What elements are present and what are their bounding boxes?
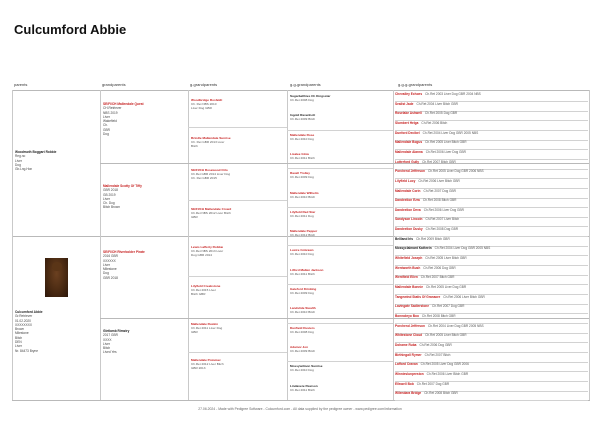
gg-grandparent-cell [290,191,392,199]
ggg-grandparent-name[interactable]: Birthingall Rymer [395,352,422,357]
header-divider [12,90,590,91]
gg-grandparent-line: Ch.Ret 2008 Dog [290,329,314,334]
ggg-grandparent-row [395,324,588,334]
ggg-grandparent-detail: Ch.Ret 2008 Bitch GBR [424,391,458,396]
ggg-grandparent-name[interactable]: Wentfield Ellen [395,275,418,280]
gg-grandparent-cell [290,133,392,141]
gg-grandparent-cell [290,210,392,218]
grandparent-line: Ch. Dog [103,201,115,206]
cell-divider [188,352,287,353]
ggg-grandparent-detail: Ch.Ret 2006 Liver Dog GBR [425,149,466,154]
gg-grandparent-name[interactable]: Lilford Mallen Jackson [290,267,324,272]
gg-grandparent-line: Ch.Ret 2008 Dog [290,98,314,102]
ggg-grandparent-detail: Ch.Ret 2003 Liver Dog GBR 2004 NBS [425,92,481,96]
cell-divider [287,361,393,362]
ggg-grandparent-row [395,131,588,141]
subject-line: XXXXXXXX [15,322,33,327]
ggg-grandparent-detail: Ch.Ret 2005 Dog GBR [424,111,458,116]
gg-grandparent-name[interactable]: Lisalee Glow [290,151,309,156]
g-grandparent-name[interactable]: Mallendale Ruskin [191,322,218,326]
cell-divider [188,276,287,277]
subject-line: Bitch [15,335,23,340]
grandparent-line: CH.Retriever [103,106,122,111]
grandparent-line: GBR 2018 [103,275,118,280]
ggg-grandparent-row [395,217,588,227]
gg-grandparent-cell [290,248,392,256]
ggg-grandparent-detail: Ch.Ret 2007 Bitch GBR [420,275,455,280]
ggg-grandparent-detail: Ch.Ret 2005 Liver Dog GBR [425,285,467,289]
ggg-grandparent-row [395,92,588,102]
gg-grandparent-name[interactable]: Lilyfield Red Star [290,209,316,214]
header-g-grandparents: g-grandparents [190,82,218,87]
ggg-grandparent-name[interactable]: Lutterford Gully [395,159,420,164]
grandparent-line: XXXXXX [103,258,116,263]
ggg-grandparent-name[interactable]: Mallendale Bogus [395,140,423,145]
gg-grandparent-cell [290,326,392,334]
ggg-grandparent-row [395,150,588,160]
g-grandparent-name[interactable]: Lewis Lafferty Robbie [191,245,224,249]
subject-line: Milestone [15,331,29,336]
gg-grandparent-name[interactable]: Sugarbellhies Ch Kingsstar [290,94,331,98]
dog-photo-head [52,262,62,271]
gg-grandparent-line: Ch.Ret 2010 Dog [290,136,314,141]
ggg-grandparent-row [395,237,588,247]
g-grandparent-line: Dog GBR 2014 [191,253,212,257]
header-grandparents: grandparents [102,82,126,87]
g-grandparent-name[interactable]: SE/FI/CH Rosewood Orlo [191,168,228,172]
ggg-grandparent-name[interactable]: Wentworth Bush [395,265,421,270]
grandparent-name[interactable]: Mallendale Scotty Of Tiffy [103,184,142,188]
ggg-grandparent-detail: Ch.Ret 2006 Bitch [421,120,448,125]
ggg-grandparent-row [395,285,588,295]
gg-grandparent-line: Ch.Ret 2009 Bitch [290,117,316,122]
grandparent-line: Liver [103,341,110,346]
ggg-grandparent-detail: Ch.Ret 2005 Liver Bitch GBR [425,256,467,261]
ggg-grandparent-row [395,121,588,131]
g-grandparent-name[interactable]: SE/FI/CH Mallendale Crowd [191,207,232,211]
sire-name[interactable]: Woodmoth Boggart Robbie [15,150,57,154]
grandparent-line: GB 2019 [103,192,116,197]
header-ggg-grandparents: g-g-g-grandparents [398,82,433,87]
ggg-grandparent-name[interactable]: Slumbert Helga [395,120,419,125]
ggg-grandparent-name[interactable]: Whitefield Joseph [395,256,423,261]
cell-divider [287,168,393,169]
grandparent-line: Liver [103,196,110,201]
g-grandparent-cell [191,322,286,334]
gg-grandparent-line: Ch.Ret 2009 Dog [290,175,314,180]
ggg-grandparent-name[interactable]: Sandyson Lincoln [395,217,423,222]
gg-grandparent-line: Ch.Ret 2009 Bitch [290,348,316,353]
ggg-grandparent-detail: Ch.Ret 2008 Bitch GBR [422,198,457,203]
gg-grandparent-name[interactable]: Mossywilmon Sunrise [290,364,323,369]
cell-divider [287,207,393,208]
cell-divider [287,245,393,246]
grandparent-name[interactable]: SE/FI/CH Mallendale Quest [103,102,144,106]
ggg-grandparent-detail: Ch.Ret 2005 Liver Bitch GBR [425,333,467,338]
ggg-grandparent-row [395,160,588,170]
gg-grandparent-name[interactable]: Landslide Stealth [290,306,316,311]
subject-line: 01.02.2020 [15,318,31,323]
g-grandparent-line: Bitch GBR [191,292,206,296]
ggg-grandparent-row [395,372,588,382]
gg-grandparent-cell [290,287,392,295]
subject-line: Brown [15,327,25,332]
sire-line: Dog [15,162,21,167]
g-grandparent-cell [191,98,286,110]
grandparent-line: Milestone [103,267,117,272]
ggg-grandparent-row [395,198,588,208]
subject-name[interactable]: Culcumford Abbie [15,310,43,314]
ggg-grandparent-detail: Ch.Ret 2006 Dog GBR [419,342,452,347]
ggg-grandparent-row [395,382,588,392]
ggg-grandparent-row [395,266,588,276]
ggg-grandparent-detail: Ch.Ret 2006 Liver Bitch GBR [443,294,485,299]
sire-line: Liver [15,158,22,163]
cell-divider [287,130,393,131]
ggg-grandparent-name[interactable]: Ellswell Bob [395,381,414,386]
ggg-grandparent-name[interactable]: Bellland Iris [395,236,414,241]
ggg-grandparent-name[interactable]: Mallendale Alanna [395,149,423,154]
grandparent-block [103,250,187,280]
g-grandparent-name[interactable]: Woodbridge Rosfeldt [191,98,223,102]
gg-grandparent-name[interactable]: Ravell Trolley [290,171,310,176]
grandparent-line: Bitch Brown [103,205,121,210]
ggg-grandparent-row [395,169,588,179]
ggg-grandparent-row [395,256,588,266]
grandparent-line: Ch. [103,123,108,128]
gg-grandparent-cell [290,268,392,276]
ggg-grandparent-detail: Ch.Ret 2008 Bitch GBR [421,313,456,318]
gg-grandparent-cell [290,113,392,121]
gg-grandparent-cell [290,364,392,372]
g-grandparent-line: Ch.Ret GBR 2014 Liver Dog [191,172,231,176]
g-grandparent-line: Ch.Ret 2011 Liver Dog [191,326,223,330]
table-right-border [589,90,590,400]
ggg-grandparent-row [395,362,588,372]
ggg-grandparent-row [395,353,588,363]
ggg-grandparent-name[interactable]: Dohame Ruba [395,342,417,347]
g-grandparent-line: GBR [191,215,198,219]
ggg-grandparent-detail: Ch.Ret 2005 Liver Dog GBR 2006 [420,362,469,367]
gg-grandparent-line: Ch.Ret 2011 Bitch [290,155,315,160]
sire-line: Reg.no [15,154,26,159]
ggg-grandparent-detail: Ch.Ret 2009 Bitch GBR [416,236,450,241]
header-parents: parents [14,82,28,87]
g-grandparent-line: Ch.Ret NBS 2013 Liver [191,249,224,253]
subject-line: Gr.Retriever [15,314,33,319]
ggg-grandparent-name[interactable]: Lavingate Sadlerstone [395,304,430,309]
dog-photo [45,258,68,297]
g-grandparent-name[interactable]: Brindle Mallendale Sunrise [191,136,231,140]
gg-grandparent-line: Ch.Ret 2010 Bitch [290,194,316,199]
gg-grandparent-line: Ch.Ret 2009 Dog [290,291,314,295]
ggg-grandparent-row [395,111,588,121]
ggg-grandparent-row [395,295,588,305]
gg-grandparent-line: Ch.Ret 2010 Bitch [290,310,316,315]
ggg-grandparent-name[interactable]: Porchend Jefferson [395,323,425,328]
ggg-grandparent-name[interactable]: Whitestone Cloud [395,333,423,338]
gg-grandparent-name[interactable]: Mallendale Rose [290,132,315,137]
g-grandparent-line: Ch. Ret GBR 2013 Liver [191,140,225,144]
gg-grandparent-cell [290,306,392,314]
ggg-grandparent-name[interactable]: Mossyclaimant Kathrein [395,246,432,251]
gg-grandparent-line: Ch.Ret 2010 Dog [290,252,314,257]
grandparent-line: Wakefield [103,119,117,124]
gg-grandparent-name[interactable]: Ingold Ravenholt [290,113,316,118]
ggg-grandparent-name[interactable]: Dandeelion Deva [395,207,421,212]
gg-grandparent-line: Ch.Ret 2011 Bitch [290,271,315,276]
ggg-grandparent-detail: Ch.Ret 2007 Bitch GBR [422,159,456,164]
ggg-grandparent-row [395,208,588,218]
ggg-grandparent-row [395,227,588,237]
ggg-grandparent-detail: Ch.Ret 2004 Liver Dog GBR 2005 NBS [434,246,491,251]
g-grandparent-line: Liver Dog GBR [191,106,212,110]
gg-grandparent-cell [290,229,392,237]
cell-divider [188,200,287,201]
g-grandparent-cell [191,207,286,219]
sire-block [15,150,99,171]
column-divider [188,90,189,400]
ggg-grandparent-row [395,333,588,343]
ggg-grandparent-detail: Ch.Ret 2007 Dog GBR [423,188,456,193]
ggg-grandparent-detail: Ch.Ret 2004 Liver Bitch GBR [416,101,458,106]
grandparent-block [103,102,187,136]
g-grandparent-line: Bitch [191,144,198,148]
ggg-grandparent-name[interactable]: Bonnabryo Boo [395,313,419,318]
ggg-grandparent-row [395,246,588,256]
gg-grandparent-name[interactable]: Mallendale Wilhelm [290,190,319,195]
ggg-grandparent-name[interactable]: Sealist Jade [395,101,414,106]
g-grandparent-line: Ch. Ret GBR 2015 [191,176,217,180]
header-gg-grandparents: g-g-grandparents [290,82,321,87]
g-grandparent-name[interactable]: Lilyfield Creekstone [191,284,221,288]
gg-grandparent-line: Ch.Ret 2010 Dog [290,368,314,373]
grandparent-line: Dog [103,132,109,137]
gg-grandparent-name[interactable]: Mallendale Pepper [290,229,318,234]
gg-grandparent-cell [290,171,392,179]
gg-grandparent-name[interactable]: Lindavere Pearson [290,383,318,388]
g-grandparent-cell [191,245,286,257]
ggg-grandparent-detail: Ch.Ret 2007 Liver Bitch [425,217,460,222]
grandparent-line: Lived Yes [103,350,117,355]
grandparent-line: Dog [103,271,109,276]
ggg-grandparent-name[interactable]: Lilyfield Lucy [395,178,416,183]
ggg-grandparent-name[interactable]: Dunford Decibel [395,130,420,135]
ggg-grandparent-detail: Ch.Ret 2007 Bitch [424,352,451,357]
subject-line: Nr. 84473 Bryne [15,348,39,353]
g-grandparent-cell [191,358,286,370]
ggg-grandparent-name[interactable]: Mallendale Corin [395,188,421,193]
sire-line: Gb.Lng.Hon [15,167,33,172]
ggg-grandparent-row [395,102,588,112]
column-divider [100,90,101,400]
gg-grandparent-cell [290,152,392,160]
ggg-grandparent-detail: Ch.Ret 2005 Liver Dog GBR 2006 NBS [427,169,484,174]
grandparent-line: 2017 GBR [103,333,118,338]
ggg-grandparent-detail: Ch.Ret 2004 Liver Dog GBR 2005 NBS [427,323,484,328]
grandparent-line: Bitch [103,346,111,351]
grandparent-name[interactable]: SE/FI/CH Riverbolder Pirate [103,250,145,254]
gg-grandparent-cell [290,94,392,102]
ggg-grandparent-name[interactable]: Winnieslunpreston [395,371,424,376]
g-grandparent-line: GBR 2013 [191,366,206,370]
ggg-grandparent-detail: Ch.Ret 2007 Dog GBR [432,304,465,309]
grandparent-name[interactable]: Gletlamb Rimstry [103,329,130,333]
gg-grandparent-name[interactable]: Dunfield Dusters [290,325,315,330]
page-footer: 27.06.2024 - Made with Pedigree Software - Culcumford.com - All data supplied by the pedigree owner - www.pedigree.com/information [198,407,402,411]
ggg-grandparent-name[interactable]: Roselake Ashwell [395,111,422,116]
ggg-grandparent-name[interactable]: Tangewind Statis Of Granacre [395,294,441,299]
grandparent-block [103,184,187,210]
ggg-grandparent-row [395,189,588,199]
gg-grandparent-cell [290,384,392,392]
gg-grandparent-cell [290,345,392,353]
ggg-grandparent-detail: Ch.Ret 2008 Dog GBR [425,227,459,232]
ggg-grandparent-name[interactable]: Dandeelion Ezra [395,198,420,203]
ggg-grandparent-name[interactable]: Porchend Jefferson [395,169,425,174]
grandparent-line: NBS 2019 [103,110,118,115]
gg-grandparent-line: Ch.Ret 2011 Dog [290,213,314,218]
subject-line: DEN [15,340,22,345]
ggg-grandparent-detail: Ch.Ret 2005 Liver Bitch GBR [425,140,467,145]
grandparent-line: Liver [103,114,110,119]
cell-divider [287,284,393,285]
ggg-grandparent-row [395,391,588,401]
subject-block [15,310,99,353]
cell-divider [188,127,287,128]
g-grandparent-line: GBR [191,330,198,334]
grandparent-line: Liver [103,262,110,267]
gg-grandparent-name[interactable]: Lustre Cobrawn [290,248,314,253]
g-grandparent-line: Ch.Ret 2015 Liver [191,288,216,292]
g-grandparent-name[interactable]: Mallendale Potomac [191,358,221,362]
page-title: Culcumford Abbie [14,22,127,37]
grandparent-line: GBR [103,127,110,132]
gg-grandparent-name[interactable]: Adamor Jon [290,344,309,349]
gg-grandparent-line: Ch.Ret 2012 Bitch [290,233,316,238]
ggg-grandparent-name[interactable]: Wilendara Bridge [395,391,422,396]
ggg-grandparent-name[interactable]: Mallendale Bonnie [395,285,423,289]
ggg-grandparent-detail: Ch.Ret 2007 Dog GBR [416,381,450,386]
grandparent-line: GBR 2018 [103,188,118,193]
ggg-grandparent-row [395,304,588,314]
ggg-grandparent-detail: Ch.Ret 2006 Dog GBR [423,265,456,270]
ggg-grandparent-name[interactable]: Chevalley Echoes [395,92,423,96]
grandparent-line: 2016 GBR [103,254,118,259]
ggg-grandparent-row [395,343,588,353]
ggg-grandparent-detail: Ch.Ret 2006 Liver Bitch GBR [426,371,469,376]
cell-divider [287,323,393,324]
ggg-grandparent-detail: Ch.Ret 2006 Liver Bitch GBR [418,178,460,183]
ggg-grandparent-name[interactable]: Dandeelion Dusky [395,227,423,232]
g-grandparent-cell [191,284,286,296]
g-grandparent-cell [191,136,286,148]
ggg-grandparent-row [395,314,588,324]
grandparent-block [103,329,187,355]
grandparent-line: XXXX [103,337,112,342]
ggg-grandparent-detail: Ch.Ret 2004 Liver Dog GBR 2005 NBS [422,130,479,135]
gg-grandparent-name[interactable]: Gateford Drinking [290,287,317,291]
ggg-grandparent-row [395,179,588,189]
column-divider [393,90,394,400]
ggg-grandparent-row [395,140,588,150]
ggg-grandparent-detail: Ch.Ret 2006 Liver Dog GBR [423,207,464,212]
g-grandparent-cell [191,168,286,180]
table-left-border [12,90,13,400]
subject-line: Liver [15,344,22,349]
ggg-grandparent-name[interactable]: Lafford Cravan [395,362,418,367]
gg-grandparent-line: Ch.Ret 2011 Bitch [290,387,315,392]
g-grandparent-line: Ch. Ret NBS 2010 [191,102,217,106]
ggg-grandparent-row [395,275,588,285]
g-grandparent-line: Ch.Ret NBS 2012 Liver Bitch [191,211,231,215]
g-grandparent-line: Ch.Ret 2012 Liver Bitch [191,362,224,366]
